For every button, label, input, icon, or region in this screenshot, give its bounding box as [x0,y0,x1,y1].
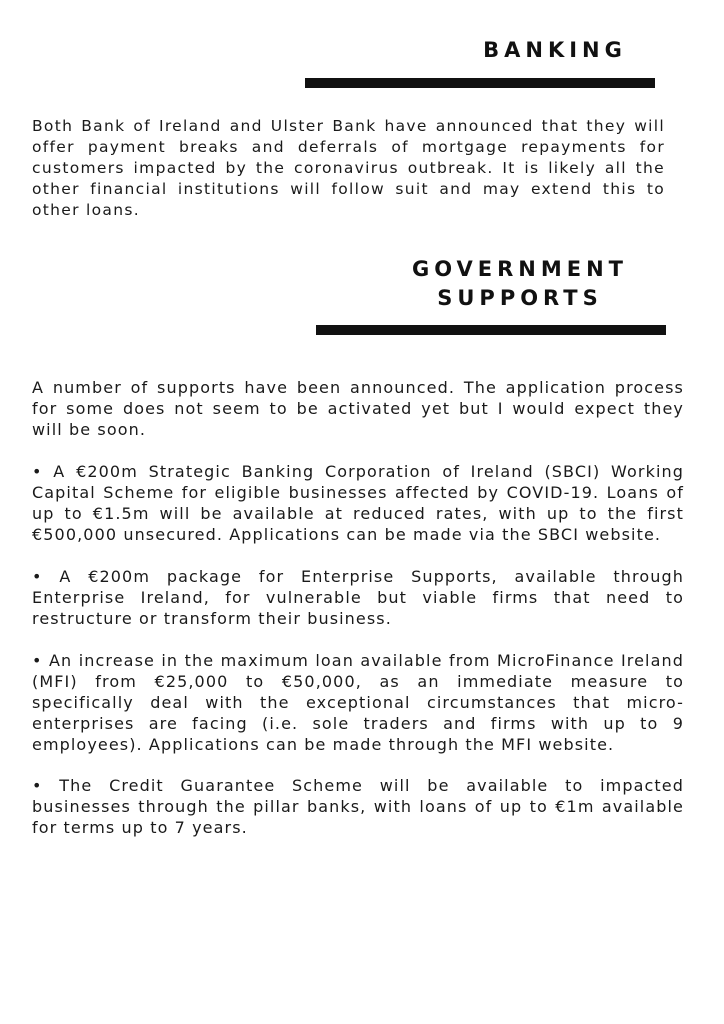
bullet-credit-guarantee-scheme: • The Credit Guarantee Scheme will be available to impacted businesses through the pillar banks, with loans of up to €1m available for terms up to 7 years. [32,776,684,837]
bullet-microfinance-ireland: • An increase in the maximum loan available from MicroFinance Ireland (MFI) from €25,000 to €50,000, as an immediate measure to specifically deal with the exceptional circumstances that micro-enterprises are facing (i.e. sole traders and firms with up to 9 employees). Applications can be made through the MFI website. [32,651,684,754]
government-heading-rule [316,325,666,335]
banking-paragraph: Both Bank of Ireland and Ulster Bank have announced that they will offer payment breaks and deferrals of mortgage repayments for customers impacted by the coronavirus outbreak. It is likely all the other financial institutions will follow suit and may extend this to other loans. [32,117,665,219]
banking-heading: BANKING [483,38,627,62]
bullet-sbci-scheme: • A €200m Strategic Banking Corporation of Ireland (SBCI) Working Capital Scheme for eligible businesses affected by COVID-19. Loans of up to €1.5m will be available at reduced rates, with up to the first €500,000 unsecured. Applications can be made via the SBCI website. [32,462,684,544]
government-intro-paragraph: A number of supports have been announced. The application process for some does not seem to be activated yet but I would expect they will be soon. [32,378,684,439]
bullet-enterprise-supports: • A €200m package for Enterprise Supports, available through Enterprise Ireland, for vulnerable but viable firms that need to restructure or transform their business. [32,567,684,628]
government-heading-line-2: SUPPORTS [437,286,603,310]
government-supports-heading [400,255,640,313]
banking-heading-rule [305,78,655,88]
government-heading-line-1: GOVERNMENT [411,257,628,281]
